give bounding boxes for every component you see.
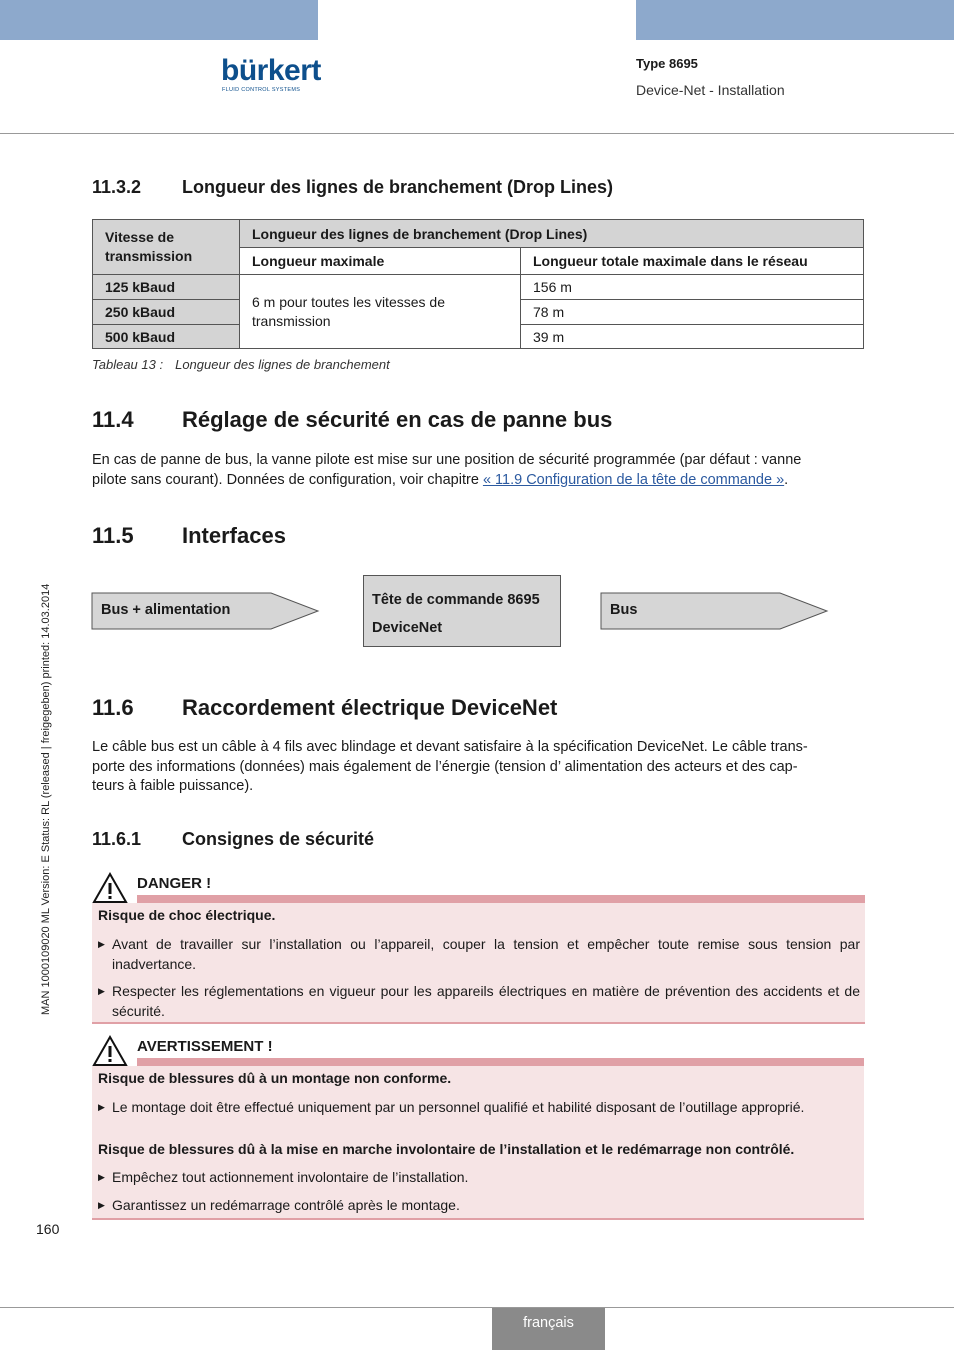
table-cell-speed: 125 kBaud <box>93 275 240 300</box>
danger-bullet <box>98 935 860 974</box>
center-node-line1: Tête de commande 8695 <box>372 592 540 608</box>
section-number: 11.3.2 <box>92 177 142 197</box>
section-title: Consignes de sécurité <box>182 829 375 849</box>
section-number: 11.6.1 <box>92 829 142 849</box>
bullet-arrow-icon: ▶ <box>98 1102 105 1112</box>
logo-text: bürkert <box>221 54 321 87</box>
bullet-text: Le montage doit être effectué uniquement par un personnel qualifié et habilité disposant de l’outillage approprié. <box>112 1099 805 1115</box>
interface-center-node <box>363 575 561 647</box>
warning-label: AVERTISSEMENT ! <box>137 1038 273 1055</box>
header-bar-right <box>636 0 954 40</box>
paragraph-bus-failure <box>92 451 862 490</box>
section-heading-11-5 <box>92 523 286 549</box>
paragraph-bus-cable <box>92 738 862 797</box>
bullet-arrow-icon: ▶ <box>98 1200 105 1210</box>
center-node-line2: DeviceNet <box>372 620 443 636</box>
document-type-title: Type 8695 <box>636 56 698 71</box>
table-header-speed: Vitesse de transmission <box>93 220 240 275</box>
section-number: 11.4 <box>92 407 134 432</box>
section-number: 11.6 <box>92 695 134 720</box>
interface-arrow-right <box>600 592 830 632</box>
paragraph-line: teurs à faible puissance). <box>92 778 254 794</box>
table-cell-speed: 500 kBaud <box>93 325 240 349</box>
warning-accent-bar <box>137 1058 864 1066</box>
warning-triangle-icon <box>92 872 128 904</box>
language-tab[interactable]: français <box>492 1308 605 1350</box>
section-heading-11-6 <box>92 695 557 721</box>
paragraph-line: En cas de panne de bus, la vanne pilote est mise sur une position de sécurité programmée (par défaut : vanne <box>92 452 802 468</box>
table-cell-max-length: 6 m pour toutes les vitesses de transmission <box>240 275 521 349</box>
warning-triangle-icon <box>92 1035 128 1067</box>
paragraph-line: porte des informations (données) mais également de l’énergie (tension d’ alimentation des acteurs et des cap- <box>92 758 798 775</box>
paragraph-line: Le câble bus est un câble à 4 fils avec blindage et devant satisfaire à la spécification DeviceNet. Le câble trans- <box>92 739 808 755</box>
section-title: Réglage de sécurité en cas de panne bus <box>182 407 613 432</box>
document-metadata-vertical: MAN 1000109020 ML Version: E Status: RL (released | freigegeben) printed: 14.03.2014 <box>40 583 52 1015</box>
chapter-link-11-9[interactable]: « 11.9 Configuration de la tête de commande » <box>482 471 785 488</box>
bullet-text: Empêchez tout actionnement involontaire de l’installation. <box>112 1169 469 1185</box>
table-caption <box>92 357 402 372</box>
header-bar-left <box>0 0 318 40</box>
table-cell-total: 39 m <box>521 325 864 349</box>
bullet-text: Respecter les réglementations en vigueur pour les appareils électriques en matière de prévention des accidents et de sécurité. <box>112 983 860 1019</box>
bullet-text: Garantissez un redémarrage contrôlé après le montage. <box>112 1197 460 1213</box>
danger-label: DANGER ! <box>137 875 212 892</box>
warning-bullet <box>98 1196 860 1216</box>
table-header-total-length: Longueur totale maximale dans le réseau <box>521 248 864 275</box>
section-heading-11-3-2 <box>92 177 613 198</box>
warning-heading-2: Risque de blessures dû à la mise en marche involontaire de l’installation et le redémarrage non contrôlé. <box>98 1141 795 1157</box>
caption-text: Longueur des lignes de branchement <box>175 357 390 372</box>
page-number: 160 <box>36 1221 60 1237</box>
bullet-arrow-icon: ▶ <box>98 939 105 949</box>
section-title: Longueur des lignes de branchement (Drop Lines) <box>182 177 614 197</box>
table-cell-total: 78 m <box>521 300 864 325</box>
section-heading-11-4 <box>92 407 612 433</box>
logo-subtitle: FLUID CONTROL SYSTEMS <box>222 87 301 93</box>
warning-bullet <box>98 1168 860 1188</box>
paragraph-text: pilote sans courant). Données de configuration, voir chapitre <box>92 471 479 488</box>
table-cell-speed: 250 kBaud <box>93 300 240 325</box>
warning-heading-1: Risque de blessures dû à un montage non conforme. <box>98 1070 452 1086</box>
document-type-subtitle: Device-Net - Installation <box>636 82 785 98</box>
interface-arrow-left <box>91 592 321 632</box>
section-number: 11.5 <box>92 523 134 548</box>
table-row <box>93 275 864 300</box>
bullet-arrow-icon: ▶ <box>98 986 105 996</box>
danger-accent-bar <box>137 895 865 903</box>
danger-bullet <box>98 982 860 1021</box>
footer-divider <box>0 1307 954 1308</box>
table-cell-total: 156 m <box>521 275 864 300</box>
interface-right-label: Bus <box>610 602 638 618</box>
interface-left-label: Bus + alimentation <box>101 602 231 618</box>
paragraph-line: pilote sans courant). Données de configuration, voir chapitre « 11.9 Configuration de la tête de commande ». <box>92 471 789 488</box>
table-group-header: Longueur des lignes de branchement (Drop Lines) <box>240 220 864 248</box>
section-title: Interfaces <box>182 523 286 548</box>
section-heading-11-6-1 <box>92 829 374 850</box>
warning-bullet <box>98 1098 860 1118</box>
section-title: Raccordement électrique DeviceNet <box>182 695 558 720</box>
table-header-max-length: Longueur maximale <box>240 248 521 275</box>
bullet-arrow-icon: ▶ <box>98 1172 105 1182</box>
header-divider <box>0 133 954 134</box>
bullet-text: Avant de travailler sur l’installation ou l’appareil, couper la tension et empêcher toute remise sous tension par inadvertance. <box>112 936 860 972</box>
danger-heading: Risque de choc électrique. <box>98 907 276 923</box>
drop-lines-table <box>92 219 864 349</box>
caption-label: Tableau 13 : <box>92 357 164 372</box>
